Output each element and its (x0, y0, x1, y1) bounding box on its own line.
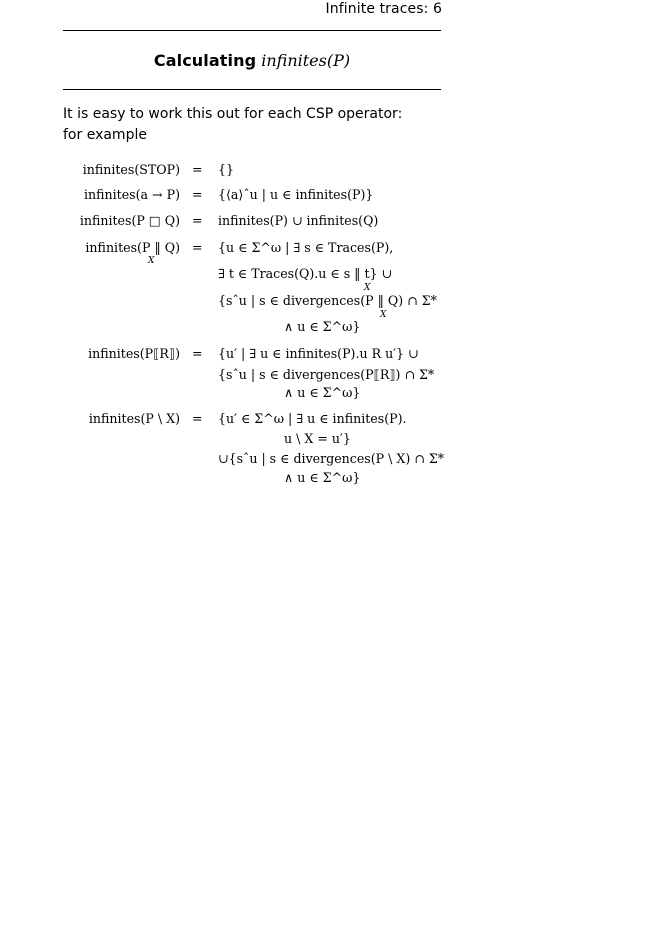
title-rule (63, 89, 441, 90)
rhs-rename-3: ∧ u ∈ Σ^ω} (284, 385, 361, 400)
rhs-parallel-4: ∧ u ∈ Σ^ω} (284, 319, 361, 334)
eq-prefix: = (192, 187, 203, 202)
rhs-parallel-2-sync-set: X (364, 283, 371, 293)
lhs-parallel-sync-set: X (148, 256, 155, 266)
rhs-rename-1: {u′ | ∃ u ∈ infinites(P).u R u′} ∪ (218, 346, 419, 361)
eq-parallel: = (192, 240, 203, 255)
rhs-hiding-3: ∪{sˆu | s ∈ divergences(P \ X) ∩ Σ* (218, 451, 445, 466)
top-rule (63, 30, 441, 31)
lhs-choice: infinites(P □ Q) (79, 213, 180, 228)
rhs-parallel-2: ∃ t ∈ Traces(Q).u ∈ s ‖ t} ∪ (218, 266, 393, 281)
lhs-hiding: infinites(P \ X) (88, 411, 180, 426)
lhs-stop: infinites(STOP) (82, 162, 180, 177)
title-math: infinites(P) (261, 51, 351, 70)
rhs-hiding-2: u \ X = u′} (284, 431, 351, 446)
eq-choice: = (192, 213, 203, 228)
title-text: Calculating (153, 51, 257, 70)
rhs-rename-2: {sˆu | s ∈ divergences(P⟦R⟧) ∩ Σ* (218, 367, 435, 382)
lhs-rename: infinites(P⟦R⟧) (88, 346, 180, 361)
rhs-hiding-1: {u′ ∈ Σ^ω | ∃ u ∈ infinites(P). (218, 411, 407, 426)
rhs-parallel-3: {sˆu | s ∈ divergences(P ‖ Q) ∩ Σ* (218, 293, 437, 308)
rhs-prefix: {⟨a⟩ˆu | u ∈ infinites(P)} (218, 187, 374, 202)
rhs-stop: {} (218, 162, 235, 177)
eq-hiding: = (192, 411, 203, 426)
lhs-prefix: infinites(a → P) (83, 187, 180, 202)
rhs-choice: infinites(P) ∪ infinites(Q) (218, 213, 379, 228)
intro-paragraph: It is easy to work this out for each CSP operator: for example (63, 106, 403, 143)
rhs-parallel-3-sync-set: X (380, 310, 387, 320)
page-header: Infinite traces: 6 (325, 1, 442, 17)
rhs-parallel-1: {u ∈ Σ^ω | ∃ s ∈ Traces(P), (218, 240, 394, 255)
slide-title (63, 50, 441, 72)
lhs-parallel: infinites(P ‖ Q) (85, 240, 180, 255)
eq-stop: = (192, 162, 203, 177)
rhs-hiding-4: ∧ u ∈ Σ^ω} (284, 470, 361, 485)
eq-rename: = (192, 346, 203, 361)
